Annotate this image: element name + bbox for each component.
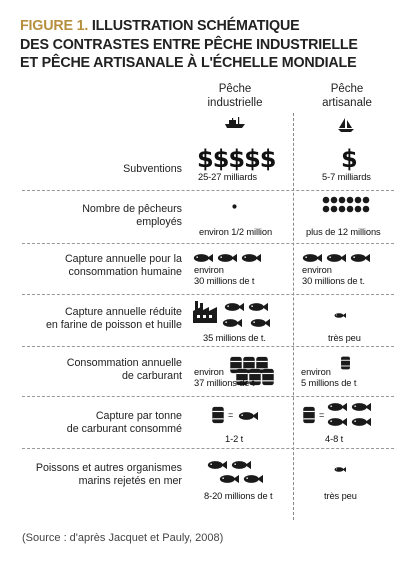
row-label-fishmeal: Capture annuelle réduite en farine de poisson et huille bbox=[45, 306, 182, 331]
row-label-discards: Poissons et autres organismes marins rejetés en mer bbox=[35, 462, 182, 487]
column-header-industrial: Pêche industrielle bbox=[207, 83, 263, 109]
value-subventions-industrial: 25-27 milliards bbox=[198, 172, 257, 182]
fish-icon bbox=[217, 253, 237, 263]
fish-icon bbox=[243, 474, 263, 484]
value-catch-per-fuel-artisanal: 4-8 t bbox=[325, 434, 344, 444]
fish-icon bbox=[224, 302, 244, 312]
figure-title bbox=[20, 17, 400, 73]
row-label-subventions: Subventions bbox=[123, 163, 182, 175]
row-divider bbox=[22, 448, 394, 449]
value-subventions-artisanal: 5-7 milliards bbox=[322, 172, 371, 182]
fish-icon bbox=[238, 411, 258, 421]
fuel-barrel-icon bbox=[212, 406, 224, 424]
value-fuel-industrial: environ 37 millions de t bbox=[194, 367, 255, 388]
fish-icon bbox=[327, 402, 347, 412]
value-human-catch-industrial: environ 30 millions de t bbox=[194, 265, 255, 286]
column-header-artisanal: Pêche artisanale bbox=[322, 83, 372, 109]
fuel-barrel-icon bbox=[262, 368, 274, 386]
title-line-1: ILLUSTRATION SCHÉMATIQUE bbox=[88, 18, 300, 34]
figure-number: FIGURE 1. bbox=[20, 18, 89, 34]
fish-icon bbox=[351, 417, 371, 427]
fish-icon bbox=[241, 253, 261, 263]
value-fuel-artisanal: environ 5 millions de t bbox=[301, 367, 357, 388]
row-label-fuel: Consommation annuelle de carburant bbox=[66, 357, 182, 382]
sailboat-icon bbox=[337, 117, 355, 133]
column-divider bbox=[293, 113, 294, 520]
dollar-signs-industrial: $$$$$ bbox=[197, 145, 276, 173]
source-note: (Source : d'après Jacquet et Pauly, 2008) bbox=[22, 532, 224, 544]
row-label-human-catch: Capture annuelle pour la consommation humaine bbox=[64, 253, 182, 278]
row-divider bbox=[22, 190, 394, 191]
value-discards-artisanal: très peu bbox=[324, 491, 357, 501]
equals-sign: = bbox=[319, 410, 325, 420]
fish-icon bbox=[351, 402, 371, 412]
fish-icon bbox=[219, 474, 239, 484]
equals-sign: = bbox=[228, 410, 234, 420]
fish-icon bbox=[250, 318, 270, 328]
row-label-catch-per-fuel: Capture par tonne de carburant consommé bbox=[66, 410, 182, 435]
title-line-2: DES CONTRASTES ENTRE PÊCHE INDUSTRIELLE bbox=[20, 36, 358, 53]
people-dots-icon bbox=[322, 196, 372, 216]
value-fishmeal-artisanal: très peu bbox=[328, 333, 361, 343]
fish-icon bbox=[222, 318, 242, 328]
value-fishmeal-industrial: 35 millions de t. bbox=[203, 333, 266, 343]
person-icon bbox=[232, 203, 237, 210]
dollar-sign-artisanal: $ bbox=[341, 145, 357, 173]
value-catch-per-fuel-industrial: 1-2 t bbox=[225, 434, 244, 444]
fuel-barrel-icon bbox=[303, 406, 315, 424]
fish-icon bbox=[207, 460, 227, 470]
fish-icon bbox=[350, 253, 370, 263]
fish-icon bbox=[248, 302, 268, 312]
fish-icon bbox=[193, 253, 213, 263]
fish-icon bbox=[231, 460, 251, 470]
factory-icon bbox=[193, 301, 217, 323]
value-discards-industrial: 8-20 millions de t bbox=[204, 491, 273, 501]
value-fishers-artisanal: plus de 12 millions bbox=[306, 227, 381, 237]
value-fishers-industrial: environ 1/2 million bbox=[199, 227, 273, 237]
row-divider bbox=[22, 346, 394, 347]
row-divider bbox=[22, 396, 394, 397]
row-divider bbox=[22, 294, 394, 295]
value-human-catch-artisanal: environ 30 millions de t. bbox=[302, 265, 365, 286]
trawler-ship-icon bbox=[224, 117, 246, 129]
fish-icon bbox=[326, 253, 346, 263]
row-label-fishers: Nombre de pêcheurs employés bbox=[82, 203, 182, 228]
row-divider bbox=[22, 243, 394, 244]
title-line-3: ET PÊCHE ARTISANALE À L'ÉCHELLE MONDIALE bbox=[20, 55, 357, 71]
fish-icon bbox=[327, 417, 347, 427]
fish-icon bbox=[302, 253, 322, 263]
fish-icon bbox=[334, 466, 346, 473]
fish-icon bbox=[334, 312, 346, 319]
